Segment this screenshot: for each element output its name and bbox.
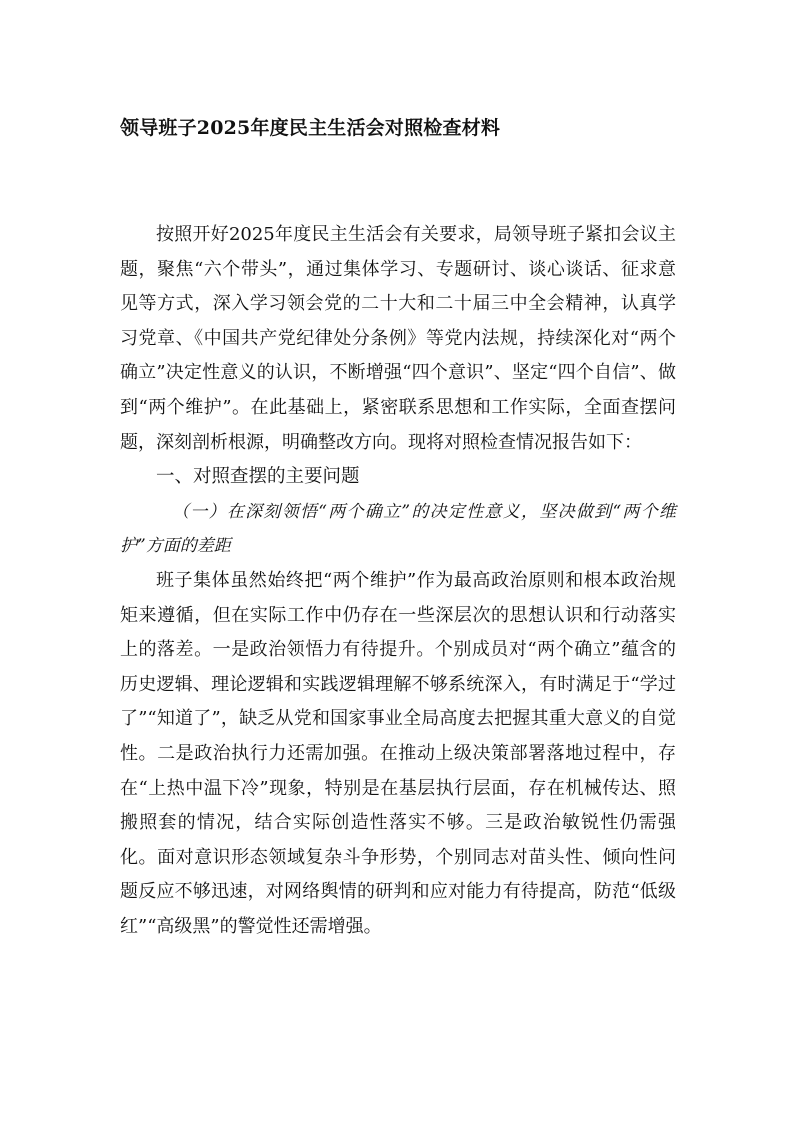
document-body (120, 218, 676, 944)
subsection-paragraph: 班子集体虽然始终把“两个维护”作为最高政治原则和根本政治规矩来遵循，但在实际工作中仍存在一些深层次的思想认识和行动落实上的落差。一是政治领悟力有待提升。个别成员对“两个确立”蕴含的历史逻辑、理论逻辑和实践逻辑理解不够系统深入，有时满足于“学过了”“知道了”，缺乏从党和国家事业全局高度去把握其重大意义的自觉性。二是政治执行力还需加强。在推动上级决策部署落地过程中，存在“上热中温下冷”现象，特别是在基层执行层面，存在机械传达、照搬照套的情况，结合实际创造性落实不够。三是政治敏锐性仍需强化。面对意识形态领域复杂斗争形势，个别同志对苗头性、倾向性问题反应不够迅速，对网络舆情的研判和应对能力有待提高，防范“低级红”“高级黑”的警觉性还需增强。 (120, 569, 676, 937)
document-title: 领导班子2025年度民主生活会对照检查材料 (120, 117, 501, 139)
subsection-heading: （一）在深刻领悟“两个确立”的决定性意义，坚决做到“两个维护”方面的差距 (120, 501, 676, 557)
intro-paragraph: 按照开好2025年度民主生活会有关要求，局领导班子紧扣会议主题，聚焦“六个带头”，通过集体学习、专题研讨、谈心谈话、征求意见等方式，深入学习领会党的二十大和二十届三中全会精神，认真学习党章、《中国共产党纪律处分条例》等党内法规，持续深化对“两个确立”决定性意义的认识，不断增强“四个意识”、坚定“四个自信”、做到“两个维护”。在此基础上，紧密联系思想和工作实际，全面查摆问题，深刻剖析根源，明确整改方向。现将对照检查情况报告如下： (120, 224, 676, 453)
section-heading: 一、对照查摆的主要问题 (156, 466, 360, 488)
